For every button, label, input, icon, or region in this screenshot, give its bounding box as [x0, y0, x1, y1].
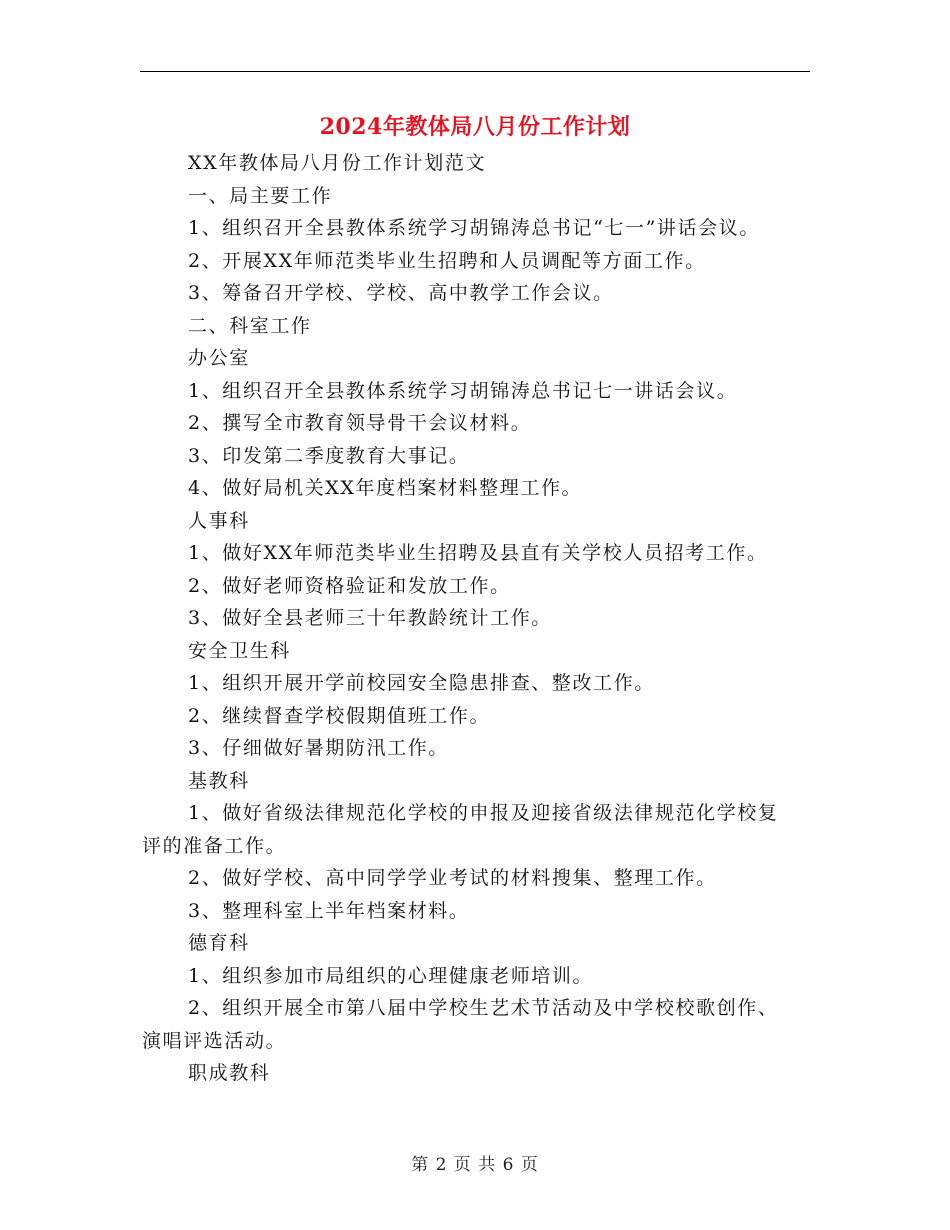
list-item: 2、做好学校、高中同学学业考试的材料搜集、整理工作。 [188, 867, 717, 889]
subsection-heading: 人事科 [188, 509, 250, 532]
current-page-number: 2 [435, 1155, 448, 1175]
list-item: 3、仔细做好暑期防汛工作。 [188, 737, 449, 759]
paragraph-line: XX年教体局八月份工作计划范文 [188, 152, 487, 174]
list-item: 1、组织参加市局组织的心理健康老师培训。 [188, 964, 594, 987]
list-item-continuation: 评的准备工作。 [142, 834, 287, 857]
list-item: 3、筹备召开学校、学校、高中教学工作会议。 [188, 282, 614, 304]
section-heading: 二、科室工作 [188, 314, 312, 337]
list-item: 2、撰写全市教育领导骨干会议材料。 [188, 412, 532, 434]
document-title: 2024年教体局八月份工作计划 [319, 114, 631, 140]
list-item-continuation: 演唱评选活动。 [142, 1029, 287, 1052]
total-page-count: 6 [502, 1155, 515, 1175]
list-item: 3、整理科室上半年档案材料。 [188, 899, 470, 922]
list-item: 3、印发第二季度教育大事记。 [188, 444, 470, 467]
footer-middle: 页 共 [453, 1155, 497, 1175]
list-item: 3、做好全县老师三十年教龄统计工作。 [188, 607, 552, 629]
list-item: 4、做好局机关XX年度档案材料整理工作。 [188, 477, 583, 499]
subsection-heading: 德育科 [188, 932, 250, 954]
footer-prefix: 第 [411, 1155, 430, 1175]
list-item: 1、组织开展开学前校园安全隐患排查、整改工作。 [188, 672, 655, 694]
list-item: 1、组织召开全县教体系统学习胡锦涛总书记七一讲话会议。 [188, 379, 738, 402]
footer-suffix: 页 [520, 1155, 539, 1175]
section-heading: 一、局主要工作 [188, 184, 333, 207]
subsection-heading: 安全卫生科 [188, 639, 292, 662]
subsection-heading: 办公室 [188, 347, 250, 369]
list-item: 1、组织召开全县教体系统学习胡锦涛总书记“七一”讲话会议。 [188, 217, 760, 239]
list-item: 2、开展XX年师范类毕业生招聘和人员调配等方面工作。 [188, 249, 706, 272]
subsection-heading: 基教科 [188, 769, 250, 792]
document-body [142, 147, 810, 1090]
page-number-footer [0, 1152, 950, 1178]
list-item: 1、做好省级法律规范化学校的申报及迎接省级法律规范化学校复 [188, 802, 779, 824]
list-item: 2、组织开展全市第八届中学校生艺术节活动及中学校校歌创作、 [188, 997, 779, 1019]
header-rule [140, 71, 810, 72]
list-item: 2、做好老师资格验证和发放工作。 [188, 574, 511, 597]
list-item: 2、继续督查学校假期值班工作。 [188, 704, 491, 727]
subsection-heading: 职成教科 [188, 1062, 271, 1084]
list-item: 1、做好XX年师范类毕业生招聘及县直有关学校人员招考工作。 [188, 542, 768, 564]
